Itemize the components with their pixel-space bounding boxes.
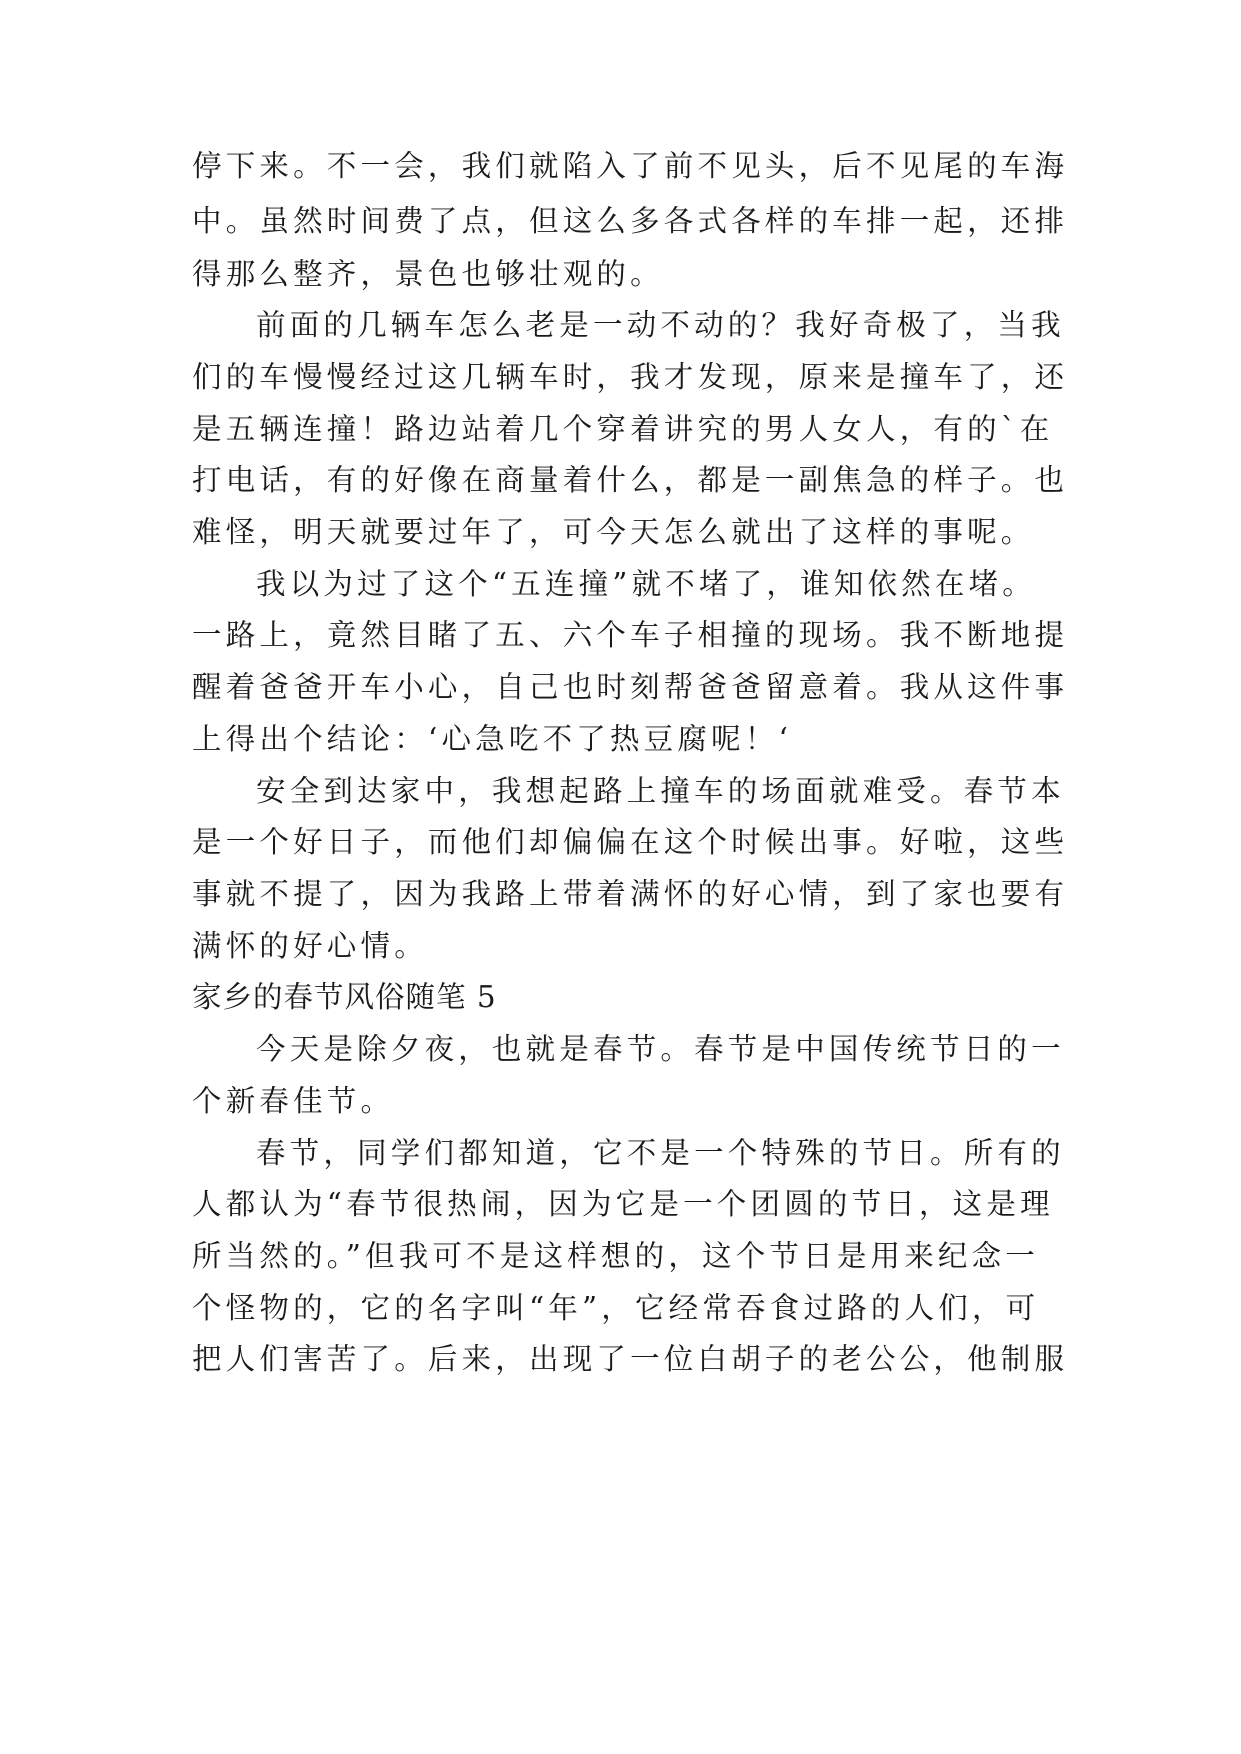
text-line: 中。虽然时间费了点，但这么多各式各样的车排一起，还排 — [192, 204, 1069, 238]
text-line: 一路上，竟然目睹了五、六个车子相撞的现场。我不断地提 — [192, 618, 1069, 652]
text-line: 是一个好日子，而他们却偏偏在这个时候出事。好啦，这些 — [192, 825, 1069, 859]
text-line: 个怪物的，它的名字叫“年”，它经常吞食过路的人们，可 — [192, 1291, 1040, 1325]
text-line: 停下来。不一会，我们就陷入了前不见头，后不见尾的车海 — [192, 149, 1069, 183]
paragraph-first-line: 前面的几辆车怎么老是一动不动的？我好奇极了，当我 — [256, 308, 1065, 342]
section-heading: 家乡的春节风俗随笔 5 — [192, 980, 497, 1014]
text-line: 们的车慢慢经过这几辆车时，我才发现，原来是撞车了，还 — [192, 360, 1069, 394]
text-line: 把人们害苦了。后来，出现了一位白胡子的老公公，他制服 — [192, 1342, 1069, 1376]
text-line: 是五辆连撞！路边站着几个穿着讲究的男人女人，有的`在 — [192, 412, 1054, 446]
text-line: 满怀的好心情。 — [192, 929, 428, 963]
text-line: 上得出个结论：‘心急吃不了热豆腐呢！‘ — [192, 722, 793, 756]
paragraph-first-line: 安全到达家中，我想起路上撞车的场面就难受。春节本 — [256, 774, 1065, 808]
text-line: 所当然的。”但我可不是这样想的，这个节日是用来纪念一 — [192, 1239, 1040, 1273]
text-line: 醒着爸爸开车小心，自己也时刻帮爸爸留意着。我从这件事 — [192, 670, 1069, 704]
text-line: 个新春佳节。 — [192, 1084, 395, 1118]
text-line: 人都认为“春节很热闹，因为它是一个团圆的节日，这是理 — [192, 1187, 1054, 1221]
text-line: 难怪，明天就要过年了，可今天怎么就出了这样的事呢。 — [192, 515, 1035, 549]
paragraph-first-line: 春节，同学们都知道，它不是一个特殊的节日。所有的 — [256, 1136, 1065, 1170]
paragraph-first-line: 今天是除夕夜，也就是春节。春节是中国传统节日的一 — [256, 1032, 1065, 1066]
text-line: 事就不提了，因为我路上带着满怀的好心情，到了家也要有 — [192, 877, 1069, 911]
paragraph-first-line: 我以为过了这个“五连撞”就不堵了，谁知依然在堵。 — [256, 567, 1036, 601]
text-line: 打电话，有的好像在商量着什么，都是一副焦急的样子。也 — [192, 463, 1069, 497]
text-line: 得那么整齐，景色也够壮观的。 — [192, 257, 664, 291]
